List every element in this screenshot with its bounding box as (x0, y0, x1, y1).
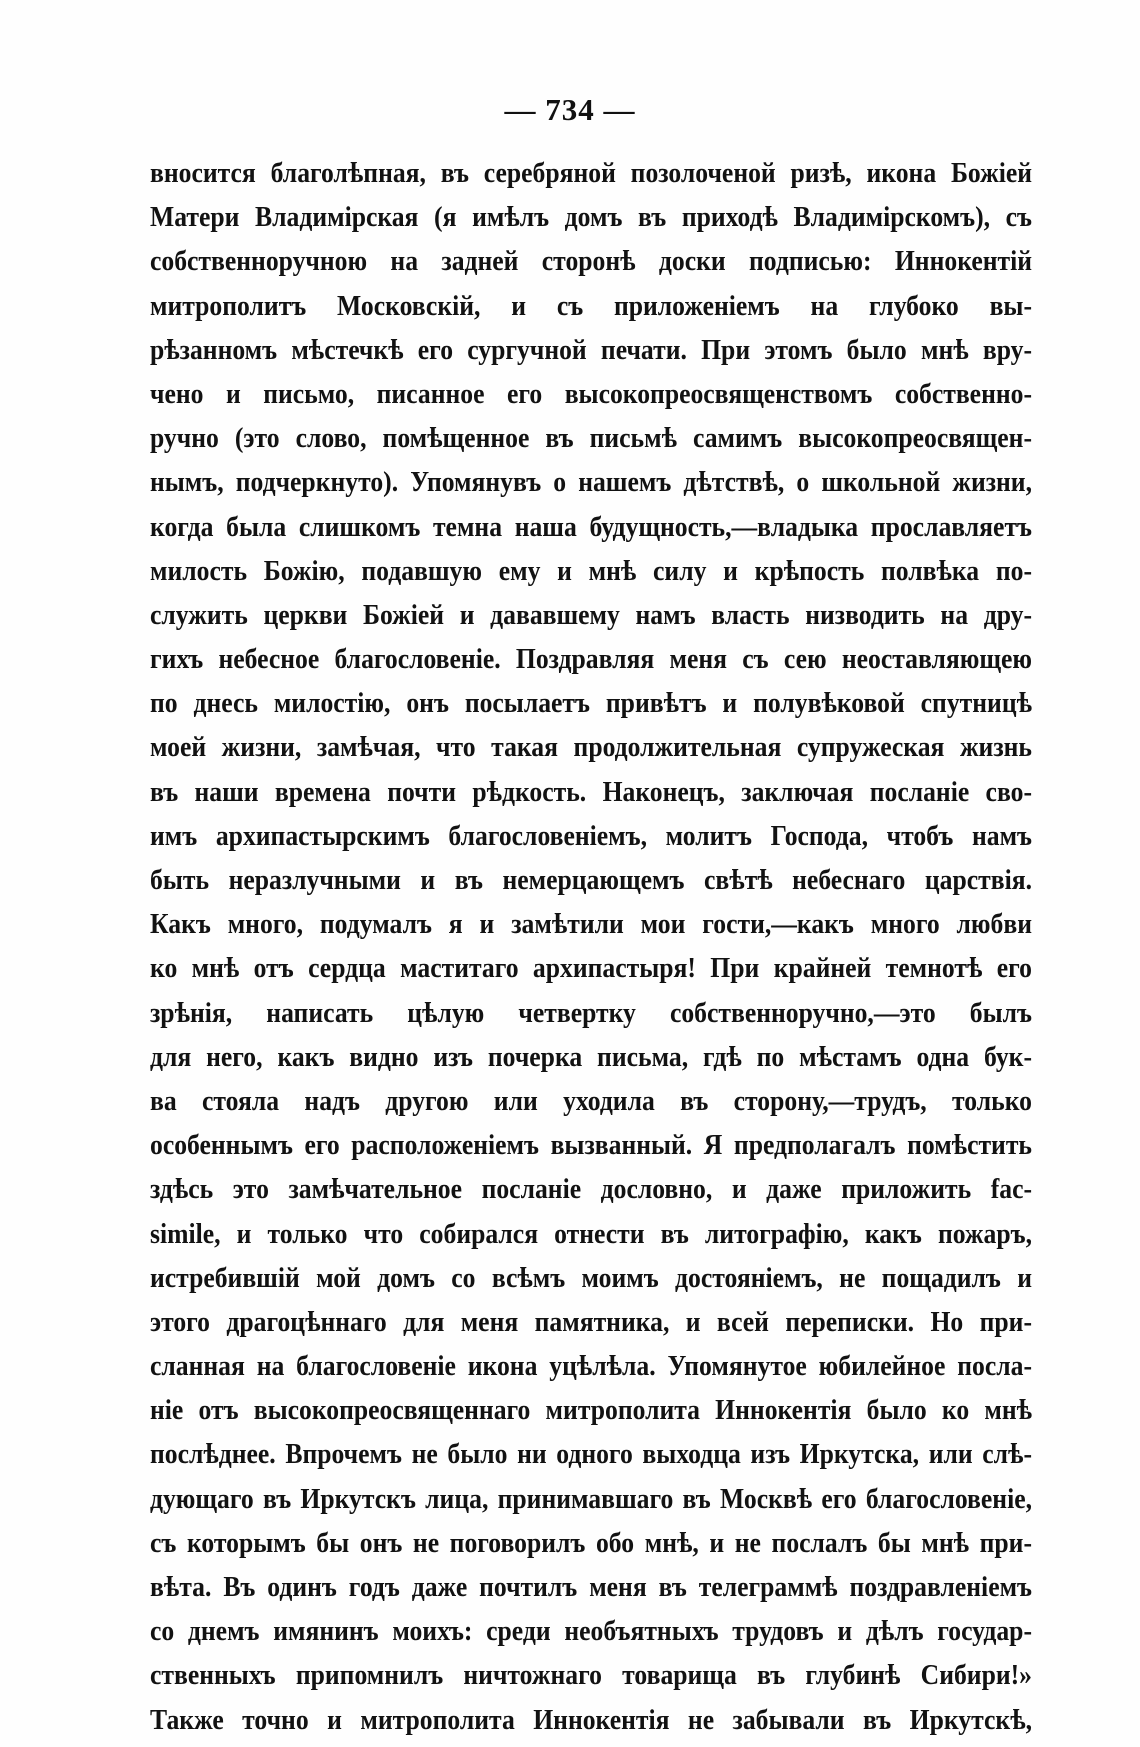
text-line: вѣта. Въ одинъ годъ даже почтилъ меня въ телеграммѣ поздравленіемъ (150, 1572, 1032, 1603)
text-line: по днесь милостію, онъ посылаетъ привѣтъ и полувѣковой спутницѣ (150, 688, 1032, 720)
text-line: simile, и только что собирался отнести въ литографію, какъ пожаръ, (150, 1218, 1032, 1250)
text-line: вносится благолѣпная, въ серебряной позолоченой ризѣ, икона Божіей (150, 158, 1032, 189)
text-line: Какъ много, подумалъ я и замѣтили мои гости,—какъ много любви (150, 909, 1032, 941)
text-line: рѣзанномъ мѣстечкѣ его сургучной печати. При этомъ было мнѣ вру- (150, 334, 1032, 366)
text-line: имъ архипастырскимъ благословеніемъ, молитъ Господа, чтобъ намъ (150, 820, 1032, 852)
text-line: въ наши времена почти рѣдкость. Наконецъ, заключая посланіе сво- (150, 776, 1032, 808)
text-line: ніе отъ высокопреосвященнаго митрополита Иннокентія было ко мнѣ (150, 1395, 1032, 1427)
text-line: собственноручною на задней сторонѣ доски подписью: Иннокентій (150, 246, 1032, 278)
text-line: для него, какъ видно изъ почерка письма, гдѣ по мѣстамъ одна бук- (150, 1041, 1032, 1073)
text-line: гихъ небесное благословеніе. Поздравляя меня съ сею неоставляющею (150, 644, 1032, 676)
text-line: служить церкви Божіей и дававшему намъ власть низводить на дру- (150, 599, 1032, 631)
text-line: истребившій мой домъ со всѣмъ моимъ достояніемъ, не пощадилъ и (150, 1262, 1032, 1294)
text-line: здѣсь это замѣчательное посланіе дословно, и даже приложить fac- (150, 1174, 1032, 1206)
text-line: Также точно и митрополита Иннокентія не забывали въ Иркутскѣ, (150, 1704, 1032, 1736)
text-line: сланная на благословеніе икона уцѣлѣла. Упомянутое юбилейное посла- (150, 1351, 1032, 1383)
text-line: послѣднее. Впрочемъ не было ни одного выходца изъ Иркутска, или слѣ- (150, 1439, 1032, 1471)
text-line: милость Божію, подавшую ему и мнѣ силу и крѣпость полвѣка по- (150, 555, 1032, 587)
text-line: быть неразлучными и въ немерцающемъ свѣтѣ небеснаго царствія. (150, 865, 1032, 896)
text-line: моей жизни, замѣчая, что такая продолжительная супружеская жизнь (150, 732, 1032, 764)
text-line: митрополитъ Московскій, и съ приложеніемъ на глубоко вы- (150, 290, 1032, 322)
text-line: ственныхъ припомнилъ ничтожнаго товарища въ глубинѣ Сибири!» (150, 1660, 1032, 1692)
text-line: нымъ, подчеркнуто). Упомянувъ о нашемъ дѣтствѣ, о школьной жизни, (150, 467, 1032, 499)
text-line: дующаго въ Иркутскъ лица, принимавшаго въ Москвѣ его благословеніе, (150, 1483, 1032, 1515)
text-line: ва стояла надъ другою или уходила въ сторону,—трудъ, только (150, 1085, 1032, 1117)
text-line: чено и письмо, писанное его высокопреосвященствомъ собственно- (150, 378, 1032, 410)
text-line: со днемъ имянинъ моихъ: среди необъятныхъ трудовъ и дѣлъ государ- (150, 1616, 1032, 1648)
text-line: Матери Владимірская (я имѣлъ домъ въ приходѣ Владимірскомъ), съ (150, 202, 1032, 234)
text-line: ко мнѣ отъ сердца маститаго архипастыря! При крайней темнотѣ его (150, 953, 1032, 985)
text-line: особеннымъ его расположеніемъ вызванный. Я предполагалъ помѣстить (150, 1130, 1032, 1162)
text-line: зрѣнія, написать цѣлую четвертку собственноручно,—это былъ (150, 997, 1032, 1029)
page-number: — 734 — (504, 92, 636, 127)
text-line: ручно (это слово, помѣщенное въ письмѣ самимъ высокопреосвящен- (150, 423, 1032, 455)
text-line: когда была слишкомъ темна наша будущность,—владыка прославляетъ (150, 511, 1032, 543)
body-text (150, 152, 1032, 1743)
text-line: съ которымъ бы онъ не поговорилъ обо мнѣ, и не послалъ бы мнѣ при- (150, 1527, 1032, 1559)
text-line: этого драгоцѣннаго для меня памятника, и всей переписки. Но при- (150, 1306, 1032, 1338)
